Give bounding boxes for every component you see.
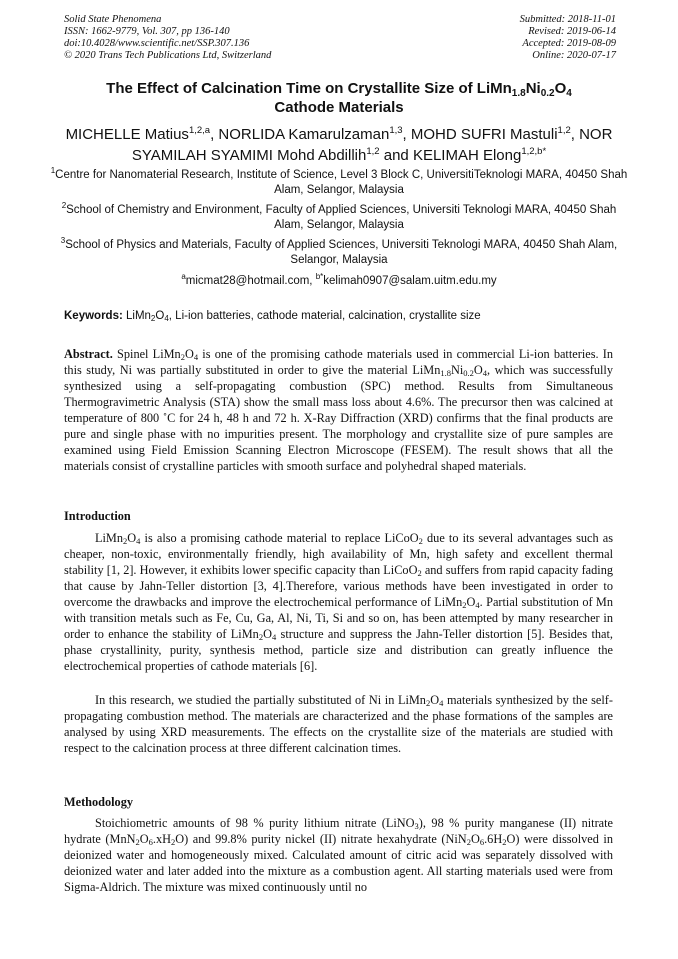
methodology-heading: Methodology	[64, 795, 133, 809]
revised-date: Revised: 2019-06-14	[528, 26, 616, 37]
affiliation-1: $^1$Centre for Nanomaterial Research, Institute of Science, Level 3 Block C, UniversitiTeknologi MARA, 40450 Shah Alam, Selangor, Malaysia	[50, 166, 628, 196]
keywords-label: Keywords:	[64, 310, 123, 322]
affiliation-3: $^3$School of Physics and Materials, Faculty of Applied Sciences, Universiti Teknologi MARA, 40450 Shah Alam, Selangor, Malaysia	[60, 236, 618, 266]
abstract-paragraph: Abstract. Spinel $LiMn_2O_4$ is one of the promising cathode materials used in commercial Li-ion batteries. In this study, Ni was partially substituted in order to give the material $LiMn_{1.8}Ni_{0.2}O_4$, which was successfully synthesized using a self-propagating combustion (SPC) method. Results from Simultaneous Thermogravimetric Analysis (STA) show the small mass loss about 4.6%. The precursor then was calcined at temperature of 800 ˚C for 24 h, 48 h and 72 h. X-Ray Diffraction (XRD) confirms that the final products are pure and single phase with no impurities present. The morphology and crystallite size of pure samples are examined using Field Emission Scanning Electron Microscope (FESEM). The result shows that all the materials consist of crystalline particles with smooth surface and polyhedral shaped materials.	[64, 347, 614, 473]
journal-info	[64, 14, 271, 62]
introduction-paragraph-2: In this research, we studied the partially substituted of Ni in $LiMn_2O_4$ materials synthesized by the self-propagating combustion method. The materials are characterized and the phase formations of the samples are analysed by using XRD measurements. The effects on the crystallite size of the materials are studied with respect to the calcination process at three different calcination times.	[64, 693, 613, 755]
abstract-label: Abstract.	[64, 347, 113, 361]
accepted-date: Accepted: 2019-08-09	[522, 38, 616, 49]
issn-line: ISSN: 1662-9779, Vol. 307, pp 136-140	[64, 26, 230, 37]
paper-title: The Effect of Calcination Time on Crystallite Size of $LiMn_{1.8}Ni_{0.2}O_4$ Cathode Materials	[106, 80, 572, 116]
email-a: micmat28@hotmail.com,	[185, 275, 316, 287]
publication-dates	[520, 14, 616, 62]
copyright-line: © 2020 Trans Tech Publications Ltd, Switzerland	[64, 50, 272, 61]
journal-name: Solid State Phenomena	[64, 14, 162, 25]
author-list: MICHELLE Matius$^{1,2,a}$, NORLIDA Kamarulzaman$^{1,3}$, MOHD SUFRI Mastuli$^{1,2}$, NOR SYAMILAH SYAMIMI Mohd Abdillih$^{1,2}$ and KELIMAH Elong$^{1,2,b*}$	[65, 125, 613, 164]
methodology-paragraph-1: Stoichiometric amounts of 98 % purity lithium nitrate (LiNO$_3$), 98 % purity manganese (II) nitrate hydrate $(MnN_2O_6.xH_2O)$ and 99.8% purity nickel (II) nitrate hexahydrate $(NiN_2O_6.6H_2O)$ were dissolved in deionized water and homogeneously mixed. Calculated amount of citric acid was separately dissolved with deionized water and later added into the mixture as a combustion agent. All starting materials used were from Sigma-Aldrich. The mixture was mixed continuously until no	[64, 816, 613, 894]
introduction-paragraph-1: $LiMn_2O_4$ is also a promising cathode material to replace LiCoO$_2$ due to its several advantages such as cheaper, non-toxic, environmentally friendly, high availability of Mn, high safety and excellent thermal stability [1, 2]. However, it exhibits lower specific capacity than LiCoO$_2$ and suffers from rapid capacity fading that cause by Jahn-Teller distortion [3, 4].Therefore, various methods have been investigated in order to overcome the drawbacks and improve the electrochemical performance of $LiMn_2O_4$. Partial substitution of Mn with transition metals such as Fe, Cu, Ga, Al, Ni, Ti, Si and so on, has been attempted by many researcher in order to enhance the stability of $LiMn_2O_4$ structure and suppress the Jahn-Teller distortion [5]. Besides that, phase crystallinity, purity, synthesis method, particle size and distribution can greatly influence the electrochemical properties of cathode materials [6].	[64, 531, 613, 673]
author-emails: $^a$micmat28@hotmail.com, $^{b*}$kelimah0907@salam.uitm.edu.my	[181, 272, 497, 287]
online-date: Online: 2020-07-17	[532, 50, 616, 61]
keywords-line: Keywords: $LiMn_2O_4$, Li-ion batteries, cathode material, calcination, crystallite size	[64, 310, 481, 323]
affiliation-2: $^2$School of Chemistry and Environment, Faculty of Applied Sciences, Universiti Teknologi MARA, 40450 Shah Alam, Selangor, Malaysia	[61, 201, 617, 231]
submitted-date: Submitted: 2018-11-01	[519, 14, 616, 25]
introduction-heading: Introduction	[64, 509, 131, 523]
email-b: kelimah0907@salam.uitm.edu.my	[323, 275, 497, 287]
doi-line: doi:10.4028/www.scientific.net/SSP.307.136	[64, 38, 250, 49]
